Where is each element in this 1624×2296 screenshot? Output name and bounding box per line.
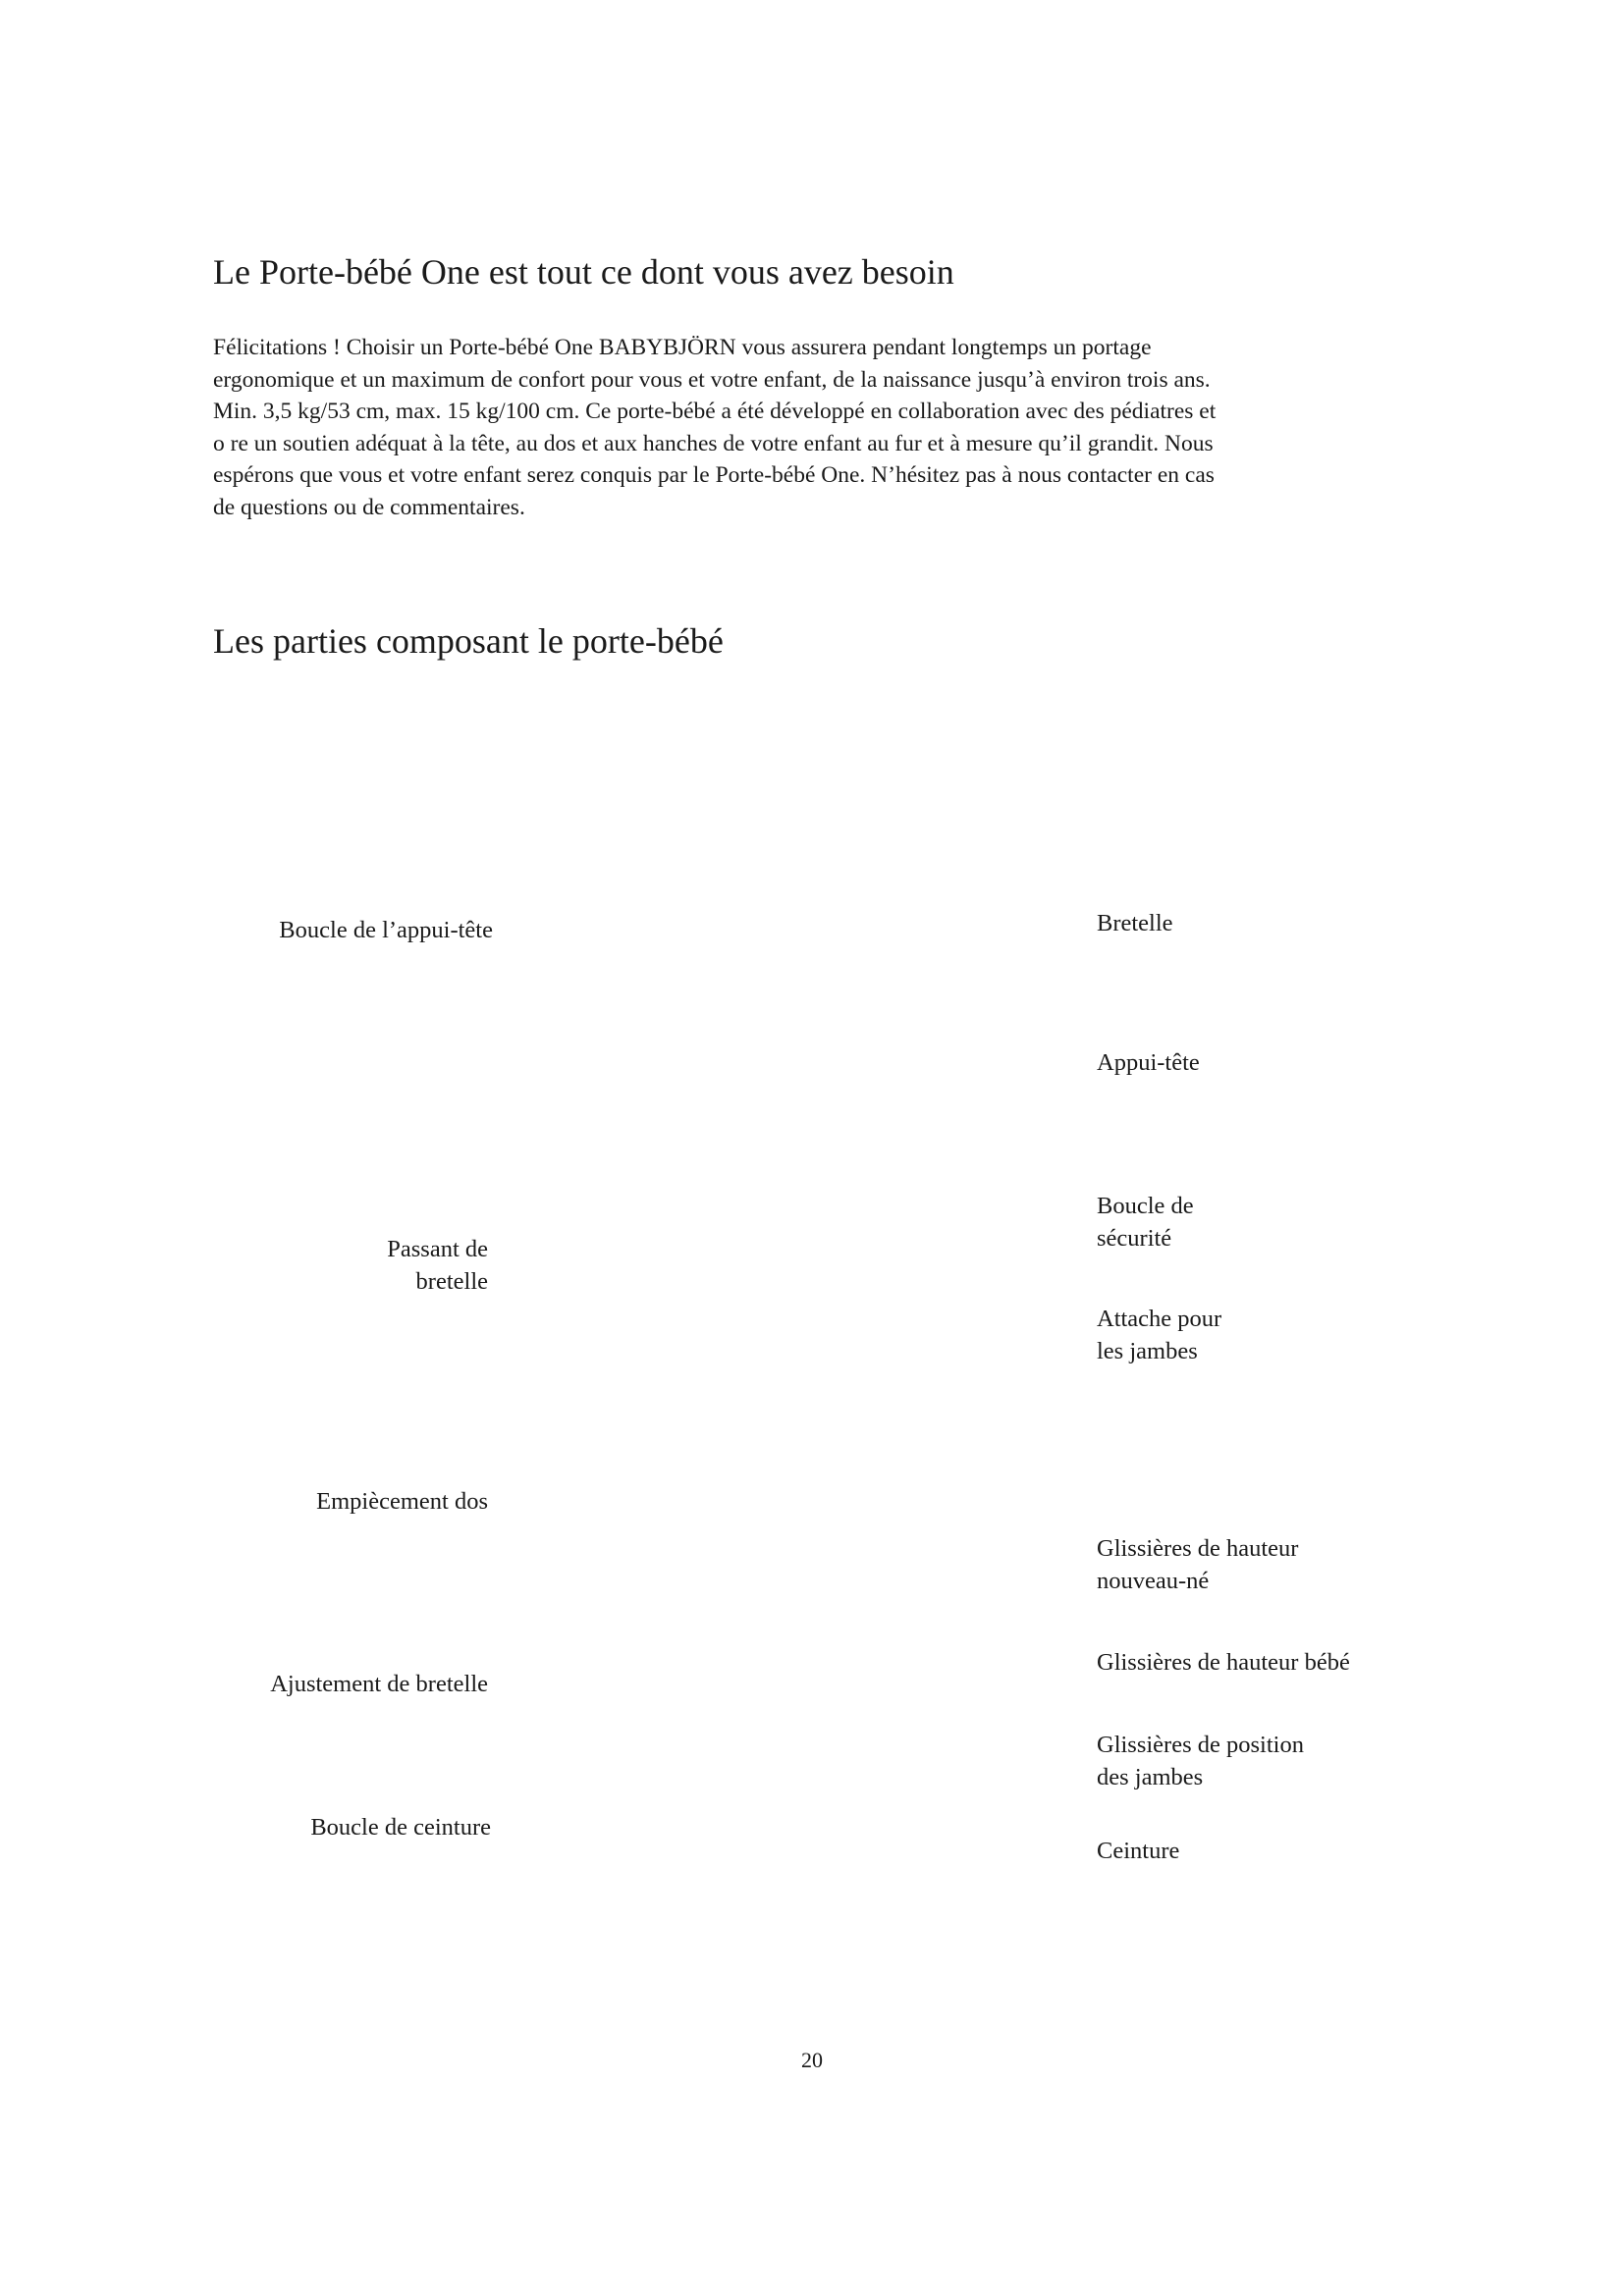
- label-text: Appui-tête: [1097, 1049, 1200, 1076]
- intro-line: Min. 3,5 kg/53 cm, max. 15 kg/100 cm. Ce porte-bébé a été développé en collaboration avec des pédiatres et: [213, 399, 1217, 424]
- label-text: Bretelle: [1097, 910, 1173, 936]
- intro-paragraph: [213, 332, 1391, 523]
- label-headrest: [1097, 1046, 1200, 1079]
- label-baby-height-sliders: [1097, 1646, 1350, 1679]
- intro-line: o re un soutien adéquat à la tête, au dos et aux hanches de votre enfant au fur et à mesure qu’il grandit. Nous: [213, 430, 1214, 456]
- label-text: Ceinture: [1097, 1838, 1180, 1864]
- label-strap: [1097, 907, 1173, 939]
- intro-line: de questions ou de commentaires.: [213, 494, 525, 520]
- label-text: bretelle: [415, 1268, 488, 1295]
- label-text: Attache pour: [1097, 1306, 1222, 1332]
- label-text: Boucle de ceinture: [310, 1814, 491, 1841]
- label-text: Empiècement dos: [316, 1488, 488, 1515]
- label-text: sécurité: [1097, 1225, 1172, 1252]
- intro-line: espérons que vous et votre enfant serez conquis par le Porte-bébé One. N’hésitez pas à nous contacter en cas: [213, 462, 1215, 488]
- label-text: des jambes: [1097, 1764, 1204, 1790]
- label-text: Glissières de hauteur bébé: [1097, 1649, 1350, 1676]
- main-heading: Le Porte-bébé One est tout ce dont vous avez besoin: [213, 252, 954, 292]
- label-headrest-buckle: [279, 914, 493, 946]
- label-waistband: [1097, 1835, 1179, 1867]
- label-back-panel: [316, 1485, 488, 1518]
- parts-heading: Les parties composant le porte-bébé: [213, 621, 724, 661]
- label-safety-buckle: [1097, 1190, 1194, 1255]
- label-leg-attachment: [1097, 1303, 1221, 1367]
- label-text: Boucle de: [1097, 1193, 1194, 1219]
- label-strap-loop: [387, 1233, 488, 1298]
- label-text: Glissières de position: [1097, 1732, 1304, 1758]
- intro-line: Félicitations ! Choisir un Porte-bébé One BABYBJÖRN vous assurera pendant longtemps un portage: [213, 335, 1152, 360]
- label-newborn-height-sliders: [1097, 1532, 1298, 1597]
- label-leg-position-sliders: [1097, 1729, 1304, 1793]
- label-waist-buckle: [310, 1811, 491, 1843]
- label-text: nouveau-né: [1097, 1568, 1210, 1594]
- label-text: Ajustement de bretelle: [270, 1671, 488, 1697]
- label-text: les jambes: [1097, 1338, 1198, 1364]
- intro-line: ergonomique et un maximum de confort pour vous et votre enfant, de la naissance jusqu’à environ trois ans.: [213, 366, 1211, 393]
- label-strap-adjustment: [270, 1668, 488, 1700]
- label-text: Passant de: [387, 1236, 488, 1262]
- page-number: 20: [801, 2048, 823, 2072]
- label-text: Boucle de l’appui-tête: [279, 917, 493, 943]
- label-text: Glissières de hauteur: [1097, 1535, 1299, 1562]
